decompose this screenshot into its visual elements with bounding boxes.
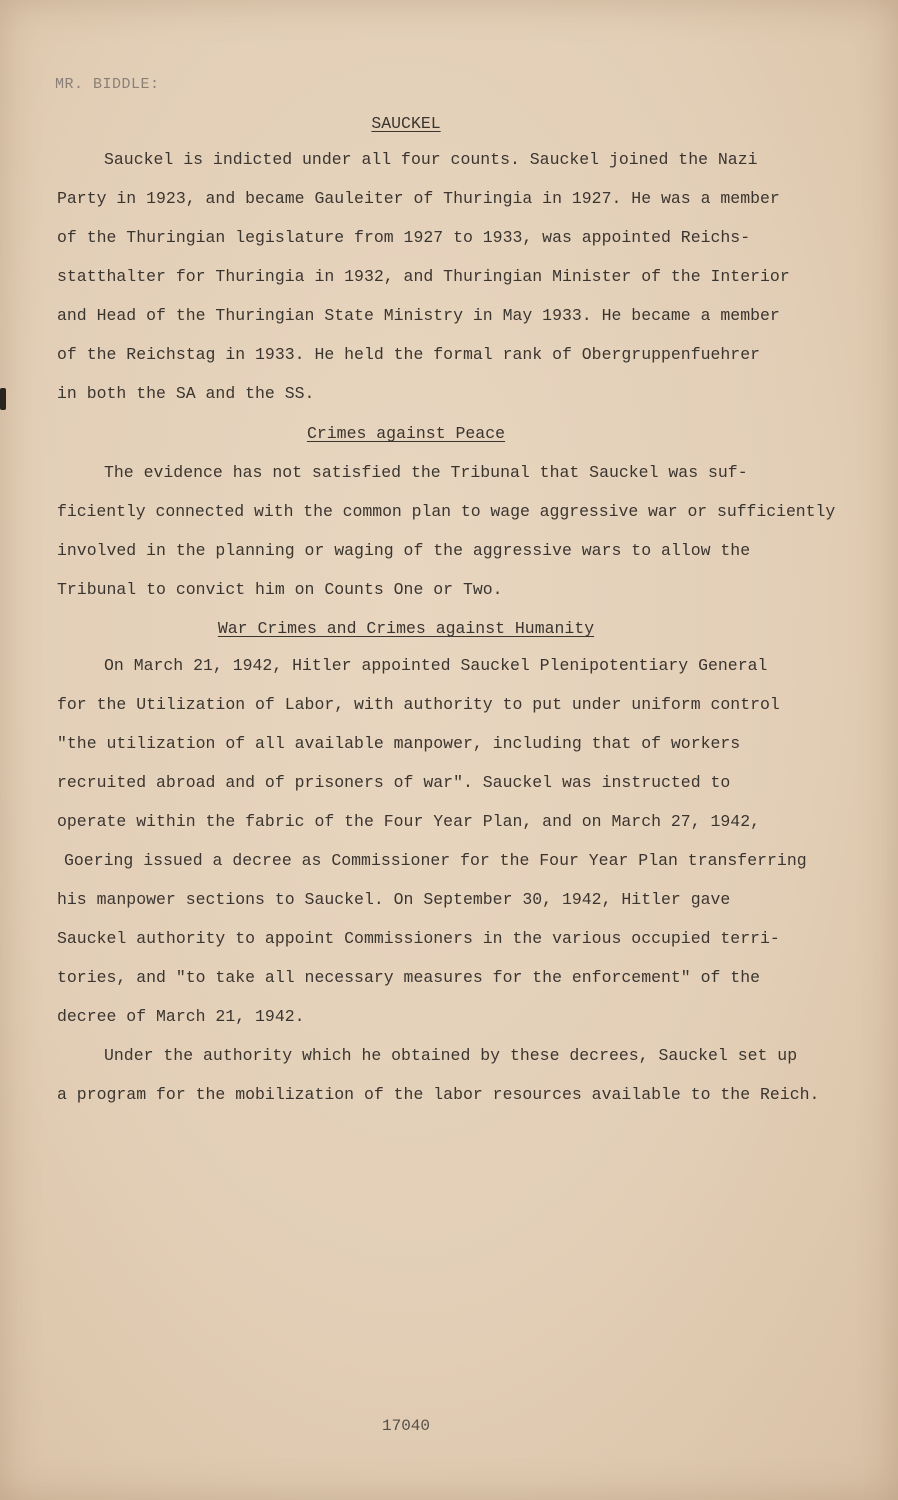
text-line: involved in the planning or waging of the aggressive wars to allow the <box>57 541 751 560</box>
speaker-label: MR. BIDDLE: <box>55 76 160 93</box>
text-line: Tribunal to convict him on Counts One or Two. <box>57 580 503 599</box>
text-line: for the Utilization of Labor, with authority to put under uniform control <box>57 695 780 714</box>
text-line: of the Reichstag in 1933. He held the formal rank of Obergruppenfuehrer <box>57 345 761 364</box>
text-line: his manpower sections to Sauckel. On September 30, 1942, Hitler gave <box>57 890 731 909</box>
text-line: operate within the fabric of the Four Year Plan, and on March 27, 1942, <box>57 812 761 831</box>
text-line: Sauckel authority to appoint Commissioners in the various occupied terri- <box>57 929 780 948</box>
text-line: decree of March 21, 1942. <box>57 1007 305 1026</box>
text-line: a program for the mobilization of the labor resources available to the Reich. <box>57 1085 820 1104</box>
text-line: Under the authority which he obtained by these decrees, Sauckel set up <box>104 1046 798 1065</box>
text-line: On March 21, 1942, Hitler appointed Sauckel Plenipotentiary General <box>104 656 768 675</box>
section-heading-war-crimes: War Crimes and Crimes against Humanity <box>217 619 595 638</box>
text-line: Party in 1923, and became Gauleiter of Thuringia in 1927. He was a member <box>57 189 780 208</box>
text-line: of the Thuringian legislature from 1927 to 1933, was appointed Reichs- <box>57 228 751 247</box>
text-line: tories, and "to take all necessary measures for the enforcement" of the <box>57 968 761 987</box>
section-heading-sauckel: SAUCKEL <box>371 114 441 133</box>
text-line: statthalter for Thuringia in 1932, and Thuringian Minister of the Interior <box>57 267 790 286</box>
text-line: and Head of the Thuringian State Ministry in May 1933. He became a member <box>57 306 780 325</box>
page-number: 17040 <box>381 1417 430 1435</box>
text-line: Sauckel is indicted under all four counts. Sauckel joined the Nazi <box>104 150 758 169</box>
punch-mark <box>0 388 6 410</box>
text-line: ficiently connected with the common plan to wage aggressive war or sufficiently <box>57 502 836 521</box>
section-heading-crimes-against-peace: Crimes against Peace <box>306 424 506 443</box>
text-line: recruited abroad and of prisoners of war". Sauckel was instructed to <box>57 773 731 792</box>
text-line: in both the SA and the SS. <box>57 384 315 403</box>
text-line: Goering issued a decree as Commissioner for the Four Year Plan transferring <box>64 851 807 870</box>
text-line: The evidence has not satisfied the Tribunal that Sauckel was suf- <box>104 463 748 482</box>
text-line: "the utilization of all available manpower, including that of workers <box>57 734 741 753</box>
